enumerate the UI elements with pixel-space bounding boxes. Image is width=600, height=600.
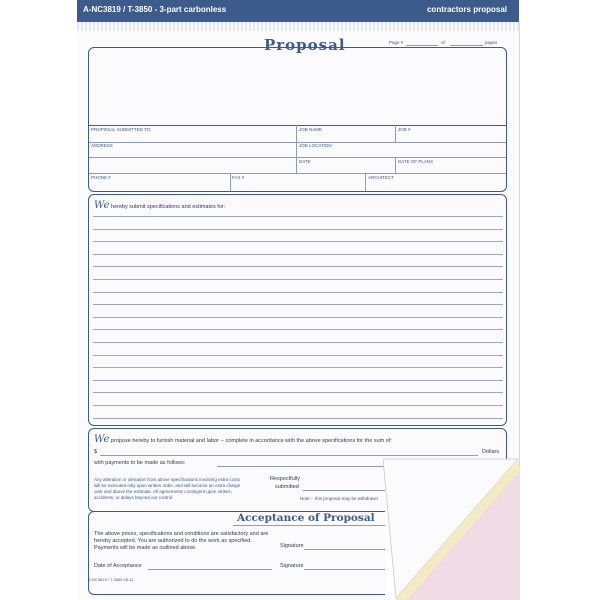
page-label: Page # — [389, 40, 404, 45]
ruled-line — [93, 292, 503, 293]
signature-label-2: Signature — [280, 563, 304, 569]
pages-label: pages — [485, 40, 498, 45]
field-architect: ARCHITECT — [368, 175, 394, 180]
ruled-line — [93, 216, 503, 217]
alteration-1: Any alteration or deviation from above specifications involving extra costs — [94, 477, 240, 482]
form-title: Proposal — [264, 36, 346, 54]
product-name: contractors proposal — [426, 5, 507, 14]
ruled-line — [93, 304, 503, 305]
ruled-line — [93, 392, 503, 393]
of-line — [450, 45, 483, 46]
spec-intro-cap: We — [94, 200, 110, 211]
payments-line — [217, 466, 385, 467]
footer-code: A-NC3819 / T-3850 06-11 — [88, 577, 134, 582]
of-label: of — [441, 40, 445, 45]
info-top-rule — [89, 125, 506, 126]
field-job-location: JOB LOCATION — [299, 143, 332, 148]
info-divider-5 — [365, 173, 366, 191]
ruled-line — [93, 367, 503, 368]
submitted-line — [303, 490, 385, 491]
acceptance-text-2: hereby accepted. You are authorized to do the work as specified. — [94, 538, 252, 544]
ruled-line — [93, 317, 503, 318]
respectfully-label: Respectfully — [270, 476, 300, 482]
info-divider-2 — [395, 125, 396, 142]
signature-line-1 — [304, 549, 385, 550]
note-text: Note -- this proposal may be withdrawn — [300, 496, 379, 501]
acceptance-text-1: The above prices, specifications and conditions are satisfactory and are — [94, 531, 269, 537]
alteration-2: will be executed only upon written order, and will become an extra charge — [94, 483, 241, 488]
ruled-line — [93, 418, 503, 419]
propose-line — [94, 434, 392, 445]
payments-text: with payments to be made as follows: — [94, 460, 186, 466]
date-of-acceptance-label: Date of Acceptance — [94, 563, 142, 569]
signature-label-1: Signature — [280, 543, 304, 549]
field-submitted-to: PROPOSAL SUBMITTED TO: — [91, 127, 152, 132]
acceptance-text-3: Payments will be made as outlined above. — [94, 545, 197, 551]
dollar-sign: $ — [94, 449, 98, 455]
ruled-line — [93, 380, 503, 381]
alteration-4: accidents, or delays beyond our control. — [94, 495, 174, 500]
header-band — [77, 0, 519, 22]
propose-cap: We — [94, 434, 110, 445]
ruled-line — [93, 329, 503, 330]
propose-text: propose hereby to furnish material and labor -- complete in accordance with the above specifications for the sum of: — [110, 438, 392, 444]
ruled-line — [93, 254, 503, 255]
acceptance-title-rule — [233, 525, 385, 526]
signature-line-2 — [304, 569, 385, 570]
perforation-edge — [77, 22, 519, 31]
field-job-name: JOB NAME — [299, 127, 323, 132]
acceptance-title: Acceptance of Proposal — [237, 512, 375, 524]
field-fax: FAX # — [232, 175, 245, 180]
ruled-line — [93, 266, 503, 267]
info-divider-3 — [395, 157, 396, 173]
date-of-acceptance-line — [148, 569, 272, 570]
info-divider-1 — [296, 125, 297, 173]
info-rule-3 — [89, 157, 506, 158]
ruled-line — [93, 279, 503, 280]
info-divider-4 — [230, 173, 231, 191]
field-date: DATE — [299, 159, 311, 164]
ruled-line — [93, 241, 503, 242]
spec-intro — [94, 200, 225, 211]
alteration-3: over and above the estimate. All agreements contingent upon strikes, — [94, 489, 232, 494]
page-curl — [383, 457, 520, 600]
ruled-line — [93, 355, 503, 356]
field-job-no: JOB # — [398, 127, 411, 132]
info-rule-4 — [89, 173, 506, 174]
ruled-line — [93, 229, 503, 230]
header-info-box — [88, 47, 507, 192]
info-rule-2 — [89, 142, 506, 143]
product-code: A-NC3819 / T-3850 - 3-part carbonless — [83, 5, 227, 14]
spec-intro-text: hereby submit specifications and estimates for: — [110, 204, 226, 210]
field-phone: PHONE # — [91, 175, 111, 180]
page-curl-white — [383, 459, 518, 598]
dollars-label: Dollars — [482, 449, 500, 455]
amount-line — [100, 455, 478, 456]
ruled-line — [93, 342, 503, 343]
submitted-label: submitted — [275, 484, 299, 490]
ruled-line — [93, 405, 503, 406]
page-line — [406, 45, 438, 46]
field-address: ADDRESS — [91, 143, 113, 148]
field-date-of-plans: DATE OF PLANS — [398, 159, 434, 164]
